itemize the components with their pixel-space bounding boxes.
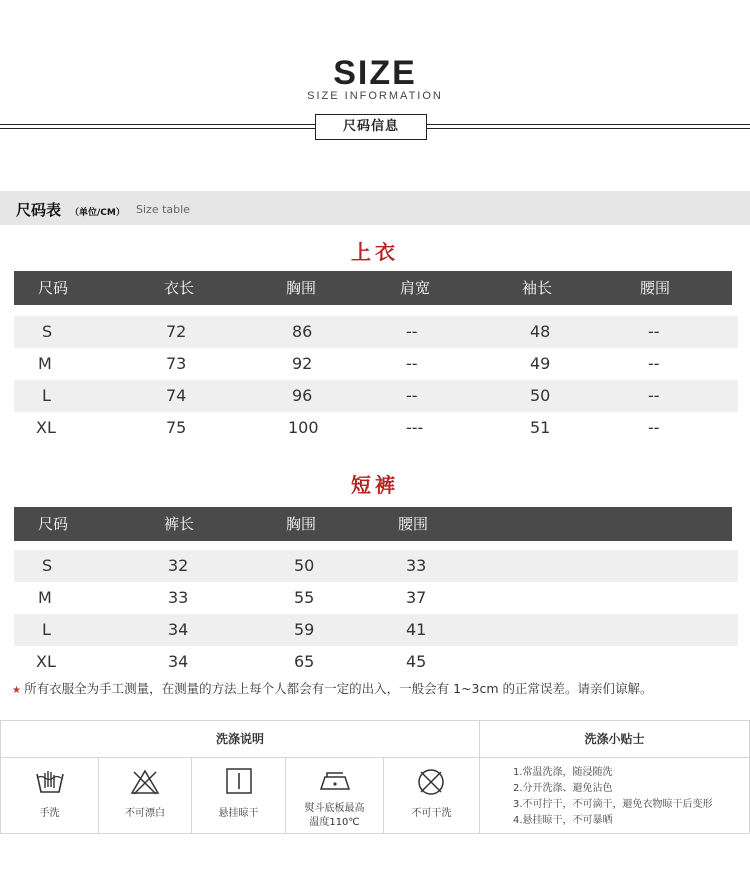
cell: 74 xyxy=(166,386,187,405)
care-item xyxy=(1,758,99,833)
cell: -- xyxy=(648,418,660,437)
shorts-table-header xyxy=(14,507,732,541)
measurement-note xyxy=(12,679,653,697)
cell: 72 xyxy=(166,322,187,341)
care-label: 熨斗底板最高 xyxy=(304,803,365,814)
cell: 73 xyxy=(166,354,187,373)
cell: 32 xyxy=(168,556,189,575)
cell: 50 xyxy=(530,386,551,405)
care-item xyxy=(286,758,384,833)
hang-dry-icon xyxy=(225,767,253,795)
cell: 50 xyxy=(294,556,315,575)
cell: 49 xyxy=(530,354,551,373)
th-pants-length: 裤长 xyxy=(164,515,195,533)
table-row xyxy=(14,348,738,380)
care-item xyxy=(99,758,192,833)
cell: 55 xyxy=(294,588,315,607)
cell: 86 xyxy=(292,322,313,341)
size-table-title: 尺码表 xyxy=(16,201,62,219)
care-label: 不可漂白 xyxy=(125,808,165,819)
cell: 45 xyxy=(406,652,427,671)
care-label-2: 温度110℃ xyxy=(309,817,360,828)
th-shoulder: 肩宽 xyxy=(400,279,431,297)
cell: 33 xyxy=(406,556,427,575)
cell: -- xyxy=(648,386,660,405)
top-section-title: 上衣 xyxy=(351,240,399,264)
tip-item: 3.不可拧干，不可滴干，避免衣物晾干后变形 xyxy=(513,799,713,810)
cell: 33 xyxy=(168,588,189,607)
cell: 41 xyxy=(406,620,427,639)
cell: 100 xyxy=(288,418,319,437)
cell-size: S xyxy=(42,556,53,575)
cell: -- xyxy=(648,322,660,341)
care-item xyxy=(384,758,479,833)
iron-icon xyxy=(317,769,353,793)
table-row xyxy=(14,380,738,412)
care-item xyxy=(192,758,286,833)
table-row xyxy=(14,412,738,444)
cell: 65 xyxy=(294,652,315,671)
top-table-header xyxy=(14,271,732,305)
tips-heading: 洗涤小贴士 xyxy=(584,732,645,746)
cell: 48 xyxy=(530,322,551,341)
section-tag: 尺码信息 xyxy=(315,114,427,140)
page-title: SIZE xyxy=(333,54,417,92)
th-size: 尺码 xyxy=(38,515,69,533)
care-heading: 洗涤说明 xyxy=(215,732,264,746)
note-text: 所有衣服全为手工测量，在测量的方法上每个人都会有一定的出入，一般会有 1~3cm 的正常误差。请亲们谅解。 xyxy=(24,681,653,696)
no-dry-clean-icon xyxy=(416,767,446,797)
th-waist: 腰围 xyxy=(398,515,429,533)
cell: -- xyxy=(648,354,660,373)
cell-size: XL xyxy=(36,418,56,437)
page-subtitle: SIZE INFORMATION xyxy=(307,90,443,102)
shorts-section-title: 短裤 xyxy=(351,473,399,497)
note-star-icon: ★ xyxy=(12,685,25,696)
size-table-en: Size table xyxy=(136,203,190,216)
no-bleach-icon xyxy=(130,768,160,796)
hand-wash-icon xyxy=(34,768,66,796)
cell: -- xyxy=(406,322,418,341)
cell-size: M xyxy=(38,588,52,607)
cell: -- xyxy=(406,386,418,405)
tip-item: 1.常温洗涤，随浸随洗 xyxy=(513,767,613,778)
th-size: 尺码 xyxy=(38,279,69,297)
table-row xyxy=(14,646,738,678)
cell: 92 xyxy=(292,354,313,373)
cell-size: L xyxy=(42,620,51,639)
cell: -- xyxy=(406,354,418,373)
table-row xyxy=(14,316,738,348)
cell-size: S xyxy=(42,322,53,341)
care-label: 手洗 xyxy=(39,808,60,819)
table-row xyxy=(14,614,738,646)
cell: 96 xyxy=(292,386,313,405)
th-sleeve: 袖长 xyxy=(522,279,553,297)
th-waist: 腰围 xyxy=(640,279,671,297)
th-chest: 胸围 xyxy=(286,279,317,297)
cell: 59 xyxy=(294,620,315,639)
cell: 75 xyxy=(166,418,187,437)
table-row xyxy=(14,582,738,614)
tip-item: 4.悬挂晾干，不可暴晒 xyxy=(513,815,613,826)
table-row xyxy=(14,550,738,582)
cell: 34 xyxy=(168,620,189,639)
care-section xyxy=(0,720,750,834)
cell: 37 xyxy=(406,588,427,607)
tips-list xyxy=(513,765,713,829)
cell: 51 xyxy=(530,418,551,437)
cell: 34 xyxy=(168,652,189,671)
tip-item: 2.分开洗涤、避免沾色 xyxy=(513,783,613,794)
cell-size: XL xyxy=(36,652,56,671)
size-table-unit: （单位/CM） xyxy=(70,208,125,218)
cell-size: M xyxy=(38,354,52,373)
th-length: 衣长 xyxy=(164,279,195,297)
th-chest: 胸围 xyxy=(286,515,317,533)
cell-size: L xyxy=(42,386,51,405)
care-label: 不可干洗 xyxy=(411,808,452,819)
care-label: 悬挂晾干 xyxy=(218,808,259,819)
cell: --- xyxy=(406,418,424,437)
